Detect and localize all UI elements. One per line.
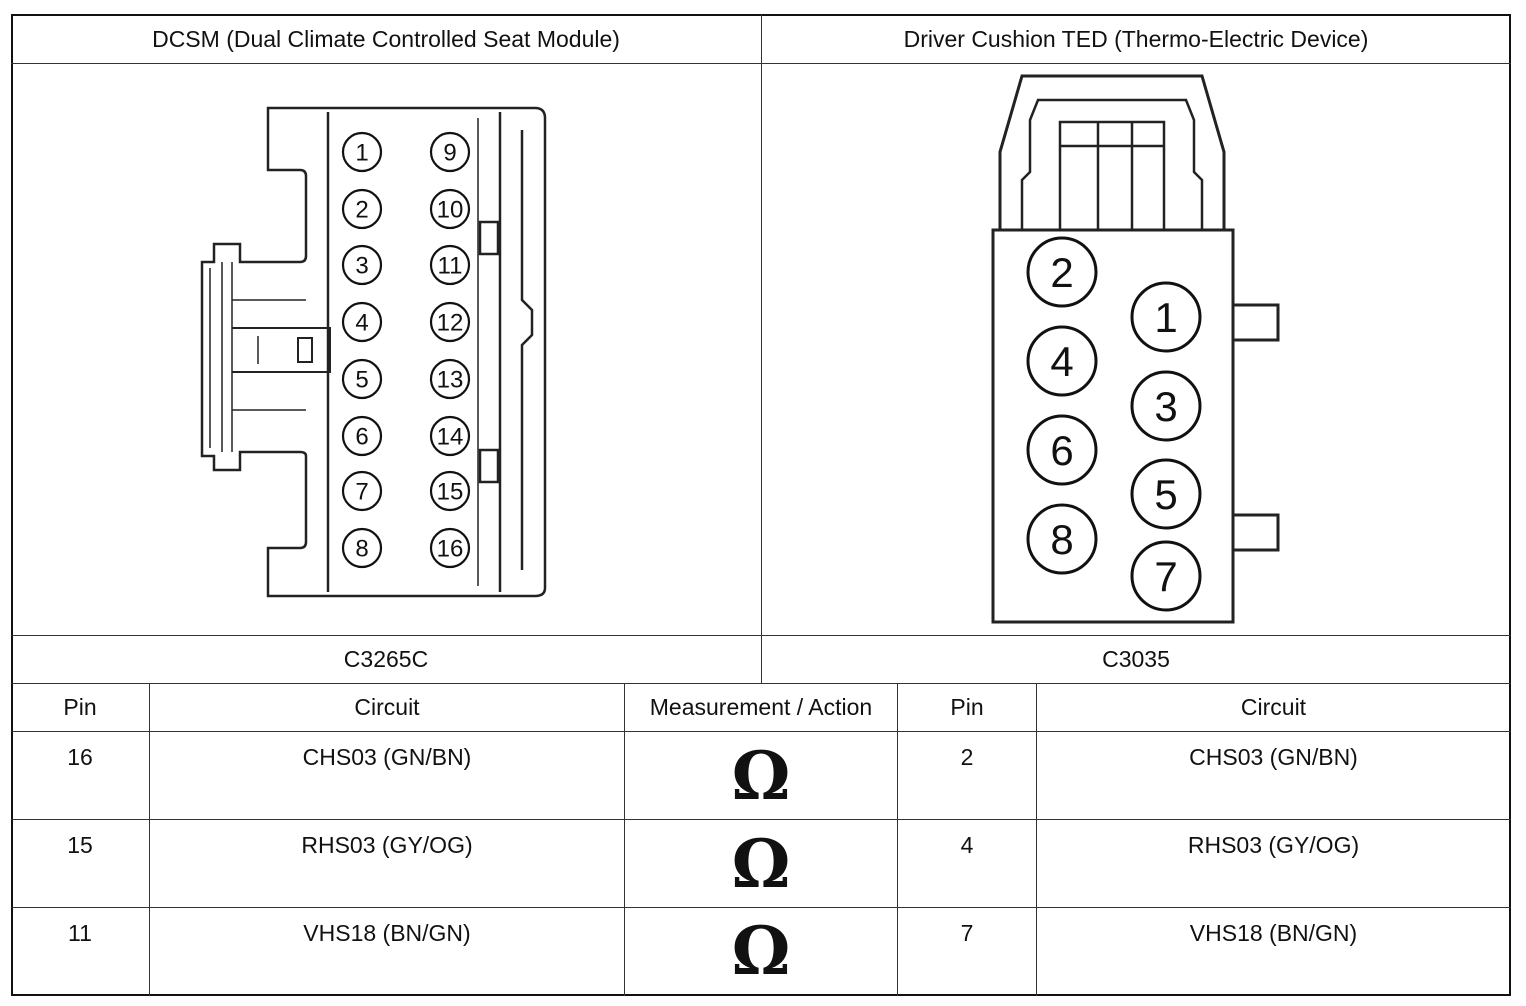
- pin-6: [1028, 416, 1096, 484]
- col-header-pin-a: Pin: [63, 694, 97, 720]
- svg-text:10: 10: [436, 196, 464, 224]
- pin-2: [343, 190, 381, 228]
- ohm-icon: Ω: [731, 736, 791, 815]
- table-row-pin-a: 15: [67, 832, 93, 858]
- col-header-circuit-a: Circuit: [354, 694, 420, 720]
- svg-text:7: 7: [355, 478, 369, 506]
- svg-text:15: 15: [436, 478, 464, 506]
- pin-5: [343, 360, 381, 398]
- svg-text:5: 5: [1154, 471, 1178, 519]
- right-connector-title: Driver Cushion TED (Thermo-Electric Device): [903, 26, 1369, 52]
- right-connector-id: C3035: [1102, 646, 1170, 672]
- pin-1: [343, 133, 381, 171]
- table-row-circuit-a: CHS03 (GN/BN): [302, 744, 472, 770]
- table-row-circuit-b: VHS18 (BN/GN): [1189, 920, 1358, 946]
- svg-text:8: 8: [1050, 516, 1074, 564]
- svg-text:2: 2: [1050, 249, 1074, 297]
- svg-text:9: 9: [443, 139, 457, 167]
- pin-13: [431, 360, 469, 398]
- svg-text:14: 14: [436, 423, 464, 451]
- table-row-pin-a: 11: [68, 920, 92, 946]
- svg-text:1: 1: [1154, 294, 1178, 342]
- pin-7: [1132, 542, 1200, 610]
- svg-text:11: 11: [437, 252, 463, 280]
- pin-12: [431, 303, 469, 341]
- pin-4: [1028, 327, 1096, 395]
- table-row-circuit-b: CHS03 (GN/BN): [1189, 744, 1358, 770]
- pin-6: [343, 417, 381, 455]
- pin-7: [343, 472, 381, 510]
- svg-text:13: 13: [436, 366, 464, 394]
- pin-10: [431, 190, 469, 228]
- pin-4: [343, 303, 381, 341]
- pin-16: [431, 529, 469, 567]
- ohm-icon: Ω: [731, 824, 791, 903]
- col-header-measurement: Measurement / Action: [649, 694, 873, 720]
- pin-11: [431, 246, 469, 284]
- table-row-pin-a: 16: [67, 744, 93, 770]
- svg-text:6: 6: [355, 423, 369, 451]
- pin-14: [431, 417, 469, 455]
- svg-text:7: 7: [1154, 553, 1178, 601]
- table-row-pin-b: 2: [960, 744, 974, 770]
- table-row-circuit-b: RHS03 (GY/OG): [1187, 832, 1360, 858]
- pin-9: [431, 133, 469, 171]
- pin-8: [1028, 505, 1096, 573]
- svg-text:4: 4: [355, 309, 369, 337]
- col-header-pin-b: Pin: [950, 694, 984, 720]
- pin-2: [1028, 238, 1096, 306]
- pin-3: [343, 246, 381, 284]
- table-row-circuit-a: VHS18 (BN/GN): [303, 920, 471, 946]
- col-header-circuit-b: Circuit: [1240, 694, 1307, 720]
- pin-3: [1132, 372, 1200, 440]
- svg-text:8: 8: [355, 535, 369, 563]
- pin-8: [343, 529, 381, 567]
- svg-text:16: 16: [436, 535, 464, 563]
- ohm-icon: Ω: [731, 912, 791, 990]
- svg-text:1: 1: [355, 139, 369, 167]
- svg-text:4: 4: [1050, 338, 1074, 386]
- table-row-circuit-a: RHS03 (GY/OG): [301, 832, 473, 858]
- pin-1: [1132, 283, 1200, 351]
- svg-text:2: 2: [355, 196, 369, 224]
- svg-text:6: 6: [1050, 427, 1074, 475]
- table-row-pin-b: 7: [960, 920, 974, 946]
- table-row-pin-b: 4: [960, 832, 974, 858]
- svg-text:3: 3: [1154, 383, 1178, 431]
- left-connector-title: DCSM (Dual Climate Controlled Seat Module): [152, 26, 620, 52]
- svg-text:3: 3: [355, 252, 369, 280]
- svg-text:12: 12: [436, 309, 464, 337]
- svg-text:5: 5: [355, 366, 369, 394]
- pin-5: [1132, 460, 1200, 528]
- pin-15: [431, 472, 469, 510]
- left-connector-id: C3265C: [343, 646, 429, 672]
